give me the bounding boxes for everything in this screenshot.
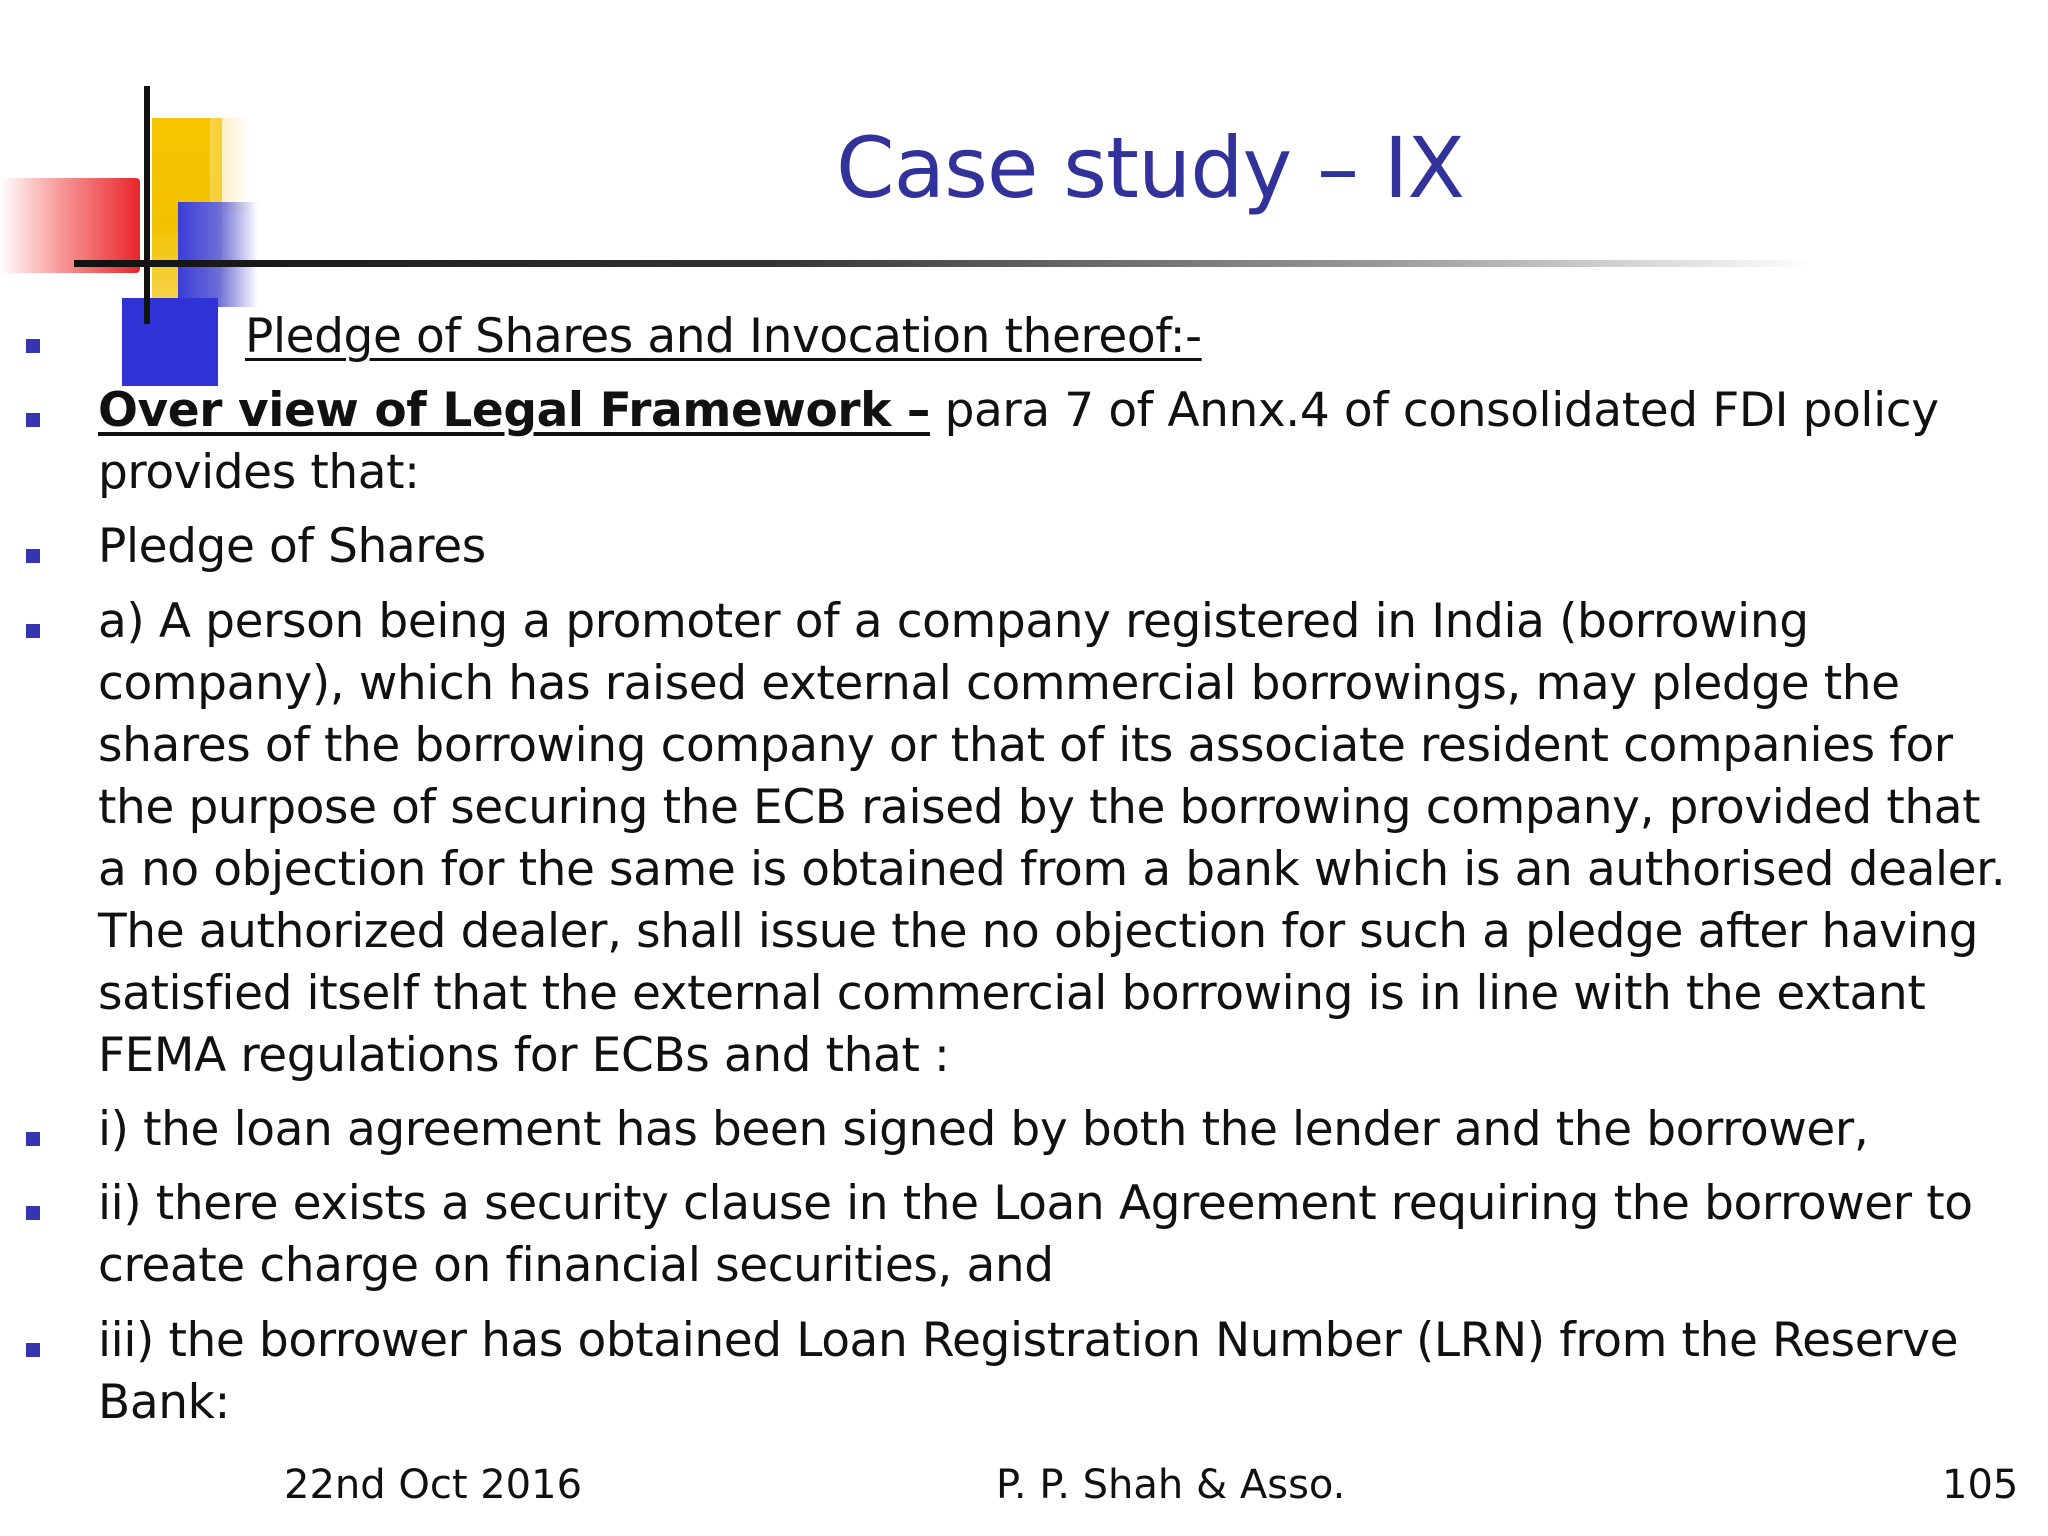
clause-iii-text: iii) the borrower has obtained Loan Registration Number (LRN) from the Reserve Bank:: [98, 1313, 1959, 1430]
bullet-marker: [26, 624, 40, 638]
footer-date: 22nd Oct 2016: [284, 1462, 583, 1508]
vertical-line-decoration: [144, 86, 150, 324]
page-number: 105: [1942, 1462, 2019, 1508]
legal-framework-text: para 7 of Annx.4 of consolidated FDI policy provides that:: [98, 383, 1939, 500]
footer-author: P. P. Shah & Asso.: [996, 1462, 1346, 1508]
pledge-heading-text: Pledge of Shares and Invocation thereof:-: [245, 309, 1202, 364]
pledge-of-shares-text: Pledge of Shares: [98, 519, 486, 574]
blue-block-decoration: [122, 298, 218, 386]
title-divider-line: [74, 260, 1814, 267]
clause-a-text: a) A person being a promoter of a company registered in India (borrowing company), which has raised external commercial borrowings, may pledge the shares of the borrowing company or that of its associate resident companies for the purpose of securing the ECB raised by the borrowing company, provided that a no objection for the same is obtained from a bank which is an authorised dealer. The authorized dealer, shall issue the no objection for such a pledge after having satisfied itself that the external commercial borrowing is in line with the extant FEMA regulations for ECBs and that :: [98, 594, 2006, 1083]
list-item-clause-a: [98, 591, 2018, 1087]
bullet-marker: [26, 1343, 40, 1357]
list-item-clause-i: [98, 1099, 2018, 1161]
red-block-decoration: [0, 178, 140, 273]
list-item-pledge-heading: [245, 306, 2048, 368]
bullet-marker: [26, 339, 40, 353]
bullet-marker: [26, 549, 40, 563]
yellow-fade-decoration: [210, 118, 250, 213]
list-item-clause-iii: [98, 1310, 2018, 1434]
blue-gradient-decoration: [178, 202, 258, 307]
bullet-marker: [26, 1132, 40, 1146]
slide-title: Case study – IX: [836, 119, 1464, 217]
legal-framework-heading: Over view of Legal Framework –: [98, 383, 931, 438]
clause-ii-text: ii) there exists a security clause in the Loan Agreement requiring the borrower to create charge on financial securities, and: [98, 1176, 1973, 1293]
clause-i-text: i) the loan agreement has been signed by both the lender and the borrower,: [98, 1102, 1869, 1157]
bullet-marker: [26, 1206, 40, 1220]
list-item-pledge-of-shares: [98, 516, 2018, 578]
list-item-legal-framework: [98, 380, 2018, 504]
list-item-clause-ii: [98, 1173, 2018, 1297]
bullet-marker: [26, 413, 40, 427]
